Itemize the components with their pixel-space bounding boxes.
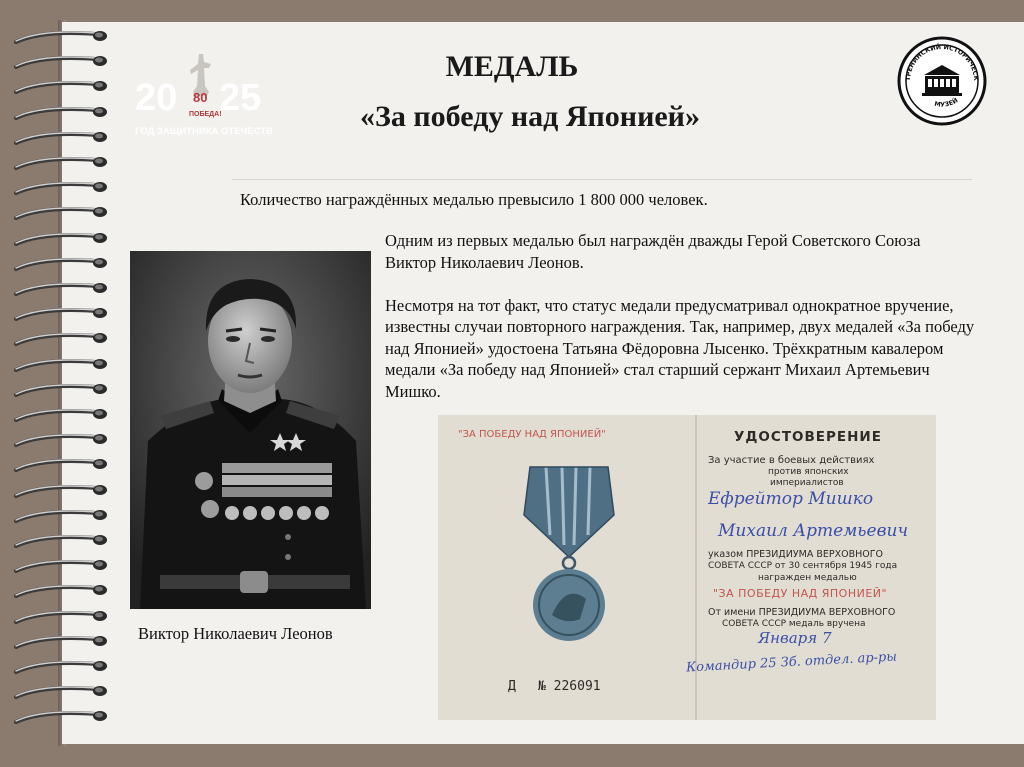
certificate-serial-number: № 226091 xyxy=(538,679,601,694)
spiral-ring xyxy=(12,658,108,678)
certificate-line-5: СОВЕТА СССР от 30 сентября 1945 года xyxy=(708,561,898,571)
certificate-line-1: За участие в боевых действиях xyxy=(708,455,875,466)
spiral-ring xyxy=(12,582,108,602)
recipients-count-text: Количество награждённых медалью превысило 1 800 000 человек. xyxy=(240,190,708,209)
certificate-handwritten-note: Командир 25 Зб. отдел. ар-ры xyxy=(685,649,898,676)
year-of-defender-logo xyxy=(133,52,273,140)
spiral-ring xyxy=(12,230,108,250)
body-text xyxy=(385,230,975,424)
spiral-ring xyxy=(12,28,108,48)
museum-logo xyxy=(896,35,988,127)
paragraph-leonov: Одним из первых медалью был награждён дважды Герой Советского Союза Виктор Николаевич Леонов. xyxy=(385,231,921,272)
spiral-ring xyxy=(12,683,108,703)
certificate-line-6: награжден медалью xyxy=(758,573,857,583)
logo-caption: ГОД ЗАЩИТНИКА ОТЕЧЕСТВА xyxy=(135,126,273,137)
logo-year-left: 20 xyxy=(135,77,178,119)
certificate-serial-prefix: Д xyxy=(508,679,516,694)
logo-year-right: 25 xyxy=(219,77,262,119)
page-subtitle: «За победу над Японией» xyxy=(360,100,700,133)
certificate-handwritten-rank: Ефрейтор Мишко xyxy=(708,489,874,509)
spiral-ring xyxy=(12,280,108,300)
certificate-line-4: указом ПРЕЗИДИУМА ВЕРХОВНОГО xyxy=(708,549,883,560)
spiral-ring xyxy=(12,154,108,174)
spiral-ring xyxy=(12,608,108,628)
portrait-photo xyxy=(130,251,371,609)
spiral-ring xyxy=(12,708,108,728)
spiral-ring xyxy=(12,507,108,527)
certificate-stamp-top: "ЗА ПОБЕДУ НАД ЯПОНИЕЙ" xyxy=(458,429,606,440)
spiral-ring xyxy=(12,356,108,376)
spiral-ring xyxy=(12,104,108,124)
museum-logo-text-bottom: МУЗЕЙ xyxy=(933,97,960,109)
photo-caption: Виктор Николаевич Леонов xyxy=(138,624,333,643)
certificate-heading: УДОСТОВЕРЕНИЕ xyxy=(734,429,882,445)
spiral-ring xyxy=(12,129,108,149)
certificate-line-2: против японских xyxy=(768,467,849,477)
spiral-ring xyxy=(12,633,108,653)
certificate-line-8: СОВЕТА СССР медаль вручена xyxy=(722,619,866,629)
spiral-ring xyxy=(12,482,108,502)
spiral-ring xyxy=(12,330,108,350)
spiral-ring xyxy=(12,532,108,552)
museum-logo-text-top: ТРЕНИНСКИЙ ИСТОРИЧЕСК xyxy=(904,43,980,82)
spiral-ring xyxy=(12,78,108,98)
certificate-handwritten-date: Января 7 xyxy=(758,629,832,647)
certificate-line-3: империалистов xyxy=(770,478,844,488)
logo-badge-number: 80 xyxy=(193,90,208,105)
spiral-ring xyxy=(12,305,108,325)
spiral-ring xyxy=(12,431,108,451)
spiral-ring xyxy=(12,179,108,199)
title-divider xyxy=(232,179,972,180)
spiral-ring xyxy=(12,406,108,426)
spiral-ring xyxy=(12,255,108,275)
spiral-ring xyxy=(12,204,108,224)
spiral-ring xyxy=(12,381,108,401)
logo-badge-word: ПОБЕДА! xyxy=(189,111,222,118)
certificate-stamp-medal: "ЗА ПОБЕДУ НАД ЯПОНИЕЙ" xyxy=(713,587,888,600)
spiral-ring xyxy=(12,53,108,73)
page-title: МЕДАЛЬ xyxy=(445,50,579,83)
certificate-handwritten-name: Михаил Артемьевич xyxy=(718,521,909,541)
spiral-ring xyxy=(12,456,108,476)
spiral-ring xyxy=(12,557,108,577)
certificate-line-7: От имени ПРЕЗИДИУМА ВЕРХОВНОГО xyxy=(708,607,896,618)
award-certificate xyxy=(438,415,936,720)
paragraph-repeat-awards: Несмотря на тот факт, что статус медали предусматривал однократное вручение, известны случаи повторного награждения. Так, например, двух медалей «За победу над Японией» удостоена Татьяна Фёдоровна Лысенко. Трёхкратным кавалером медали «За победу над Японией» стал старший сержант Михаил Артемьевич Мишко. xyxy=(385,295,975,401)
